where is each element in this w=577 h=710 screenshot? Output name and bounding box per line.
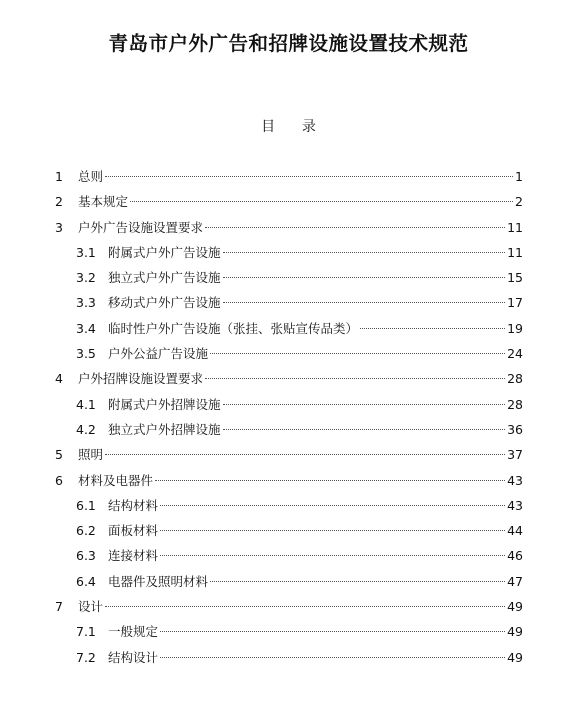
toc-entry-number: 4.2 — [76, 421, 96, 437]
toc-entry[interactable] — [0, 215, 577, 240]
toc-entry-line — [108, 518, 523, 543]
toc-entry-title: 电器件及照明材料 — [108, 573, 209, 589]
toc-entry[interactable] — [0, 392, 577, 417]
toc-entry-line — [108, 645, 523, 670]
toc-entry-line — [78, 468, 523, 493]
toc-entry-line — [78, 164, 523, 189]
toc-entry-number: 7.2 — [76, 649, 96, 665]
toc-entry-line — [108, 392, 523, 417]
toc-dot-leader — [105, 176, 513, 177]
toc-entry-line — [108, 619, 523, 644]
toc-entry-page: 49 — [507, 624, 523, 640]
toc-entry-line — [108, 417, 523, 442]
toc-entry-title: 户外广告设施设置要求 — [78, 219, 204, 235]
toc-entry-title: 独立式户外广告设施 — [108, 270, 221, 286]
toc-entry-line — [78, 189, 523, 214]
toc-entry[interactable] — [0, 417, 577, 442]
toc-entry-number: 4 — [55, 371, 63, 387]
toc-entry-number: 3 — [55, 219, 63, 235]
toc-entry-number: 3.2 — [76, 270, 96, 286]
toc-entry-line — [108, 265, 523, 290]
toc-dot-leader — [223, 404, 506, 405]
toc-entry-number: 6.4 — [76, 573, 96, 589]
document-title: 青岛市户外广告和招牌设施设置技术规范 — [108, 32, 469, 55]
toc-entry-number: 2 — [55, 194, 63, 210]
toc-entry[interactable] — [0, 265, 577, 290]
toc-entry-page: 44 — [507, 523, 523, 539]
toc-entry-number: 5 — [55, 447, 63, 463]
toc-dot-leader — [160, 657, 505, 658]
toc-entry-line — [108, 290, 523, 315]
toc-dot-leader — [205, 227, 505, 228]
toc-entry[interactable] — [0, 543, 577, 568]
toc-dot-leader — [130, 201, 513, 202]
toc-dot-leader — [223, 429, 506, 430]
toc-entry-number: 1 — [55, 169, 63, 184]
toc-dot-leader — [160, 505, 505, 506]
toc-entry-line — [108, 316, 523, 341]
toc-entry-number: 6.1 — [76, 497, 96, 513]
toc-entry-page: 19 — [507, 320, 523, 336]
toc-entry-number: 6.3 — [76, 548, 96, 564]
toc-entry-page: 28 — [507, 396, 523, 412]
toc-entry[interactable] — [0, 240, 577, 265]
toc-entry[interactable] — [0, 366, 577, 391]
toc-dot-leader — [360, 328, 505, 329]
toc-entry-title: 照明 — [78, 447, 104, 463]
toc-entry[interactable] — [0, 594, 577, 619]
toc-entry[interactable] — [0, 442, 577, 467]
toc-dot-leader — [160, 631, 505, 632]
toc-entry-number: 6.2 — [76, 523, 96, 539]
toc-entry-page: 28 — [507, 371, 523, 387]
toc-entry-title: 连接材料 — [108, 548, 159, 564]
toc-heading: 目 录 — [261, 119, 316, 135]
toc-entry-line — [108, 240, 523, 265]
toc-entry[interactable] — [0, 316, 577, 341]
toc-entry-title: 一般规定 — [108, 624, 159, 640]
toc-entry-title: 附属式户外广告设施 — [108, 244, 221, 260]
toc-dot-leader — [160, 530, 505, 531]
toc-entry-page: 47 — [507, 573, 523, 589]
toc-entry-title: 移动式户外广告设施 — [108, 295, 221, 311]
toc-dot-leader — [210, 581, 505, 582]
toc-entry-number: 6 — [55, 472, 63, 488]
toc-entry-page: 49 — [507, 599, 523, 615]
toc-entry-line — [78, 215, 523, 240]
toc-entry-number: 4.1 — [76, 396, 96, 412]
toc-entry[interactable] — [0, 341, 577, 366]
toc-entry-title: 独立式户外招牌设施 — [108, 421, 221, 437]
toc-dot-leader — [223, 277, 506, 278]
toc-dot-leader — [223, 252, 506, 253]
toc-entry-page: 11 — [507, 219, 523, 235]
toc-dot-leader — [210, 353, 505, 354]
toc-dot-leader — [223, 302, 506, 303]
toc-entry-title: 户外招牌设施设置要求 — [78, 371, 204, 387]
toc-entry-number: 3.5 — [76, 346, 96, 362]
toc-entry-line — [78, 594, 523, 619]
toc-entry-number: 3.4 — [76, 320, 96, 336]
toc-entry-page: 49 — [507, 649, 523, 665]
toc-entry-line — [78, 366, 523, 391]
toc-entry-page: 37 — [507, 447, 523, 463]
toc-entry-number: 3.1 — [76, 244, 96, 260]
toc-entry-title: 附属式户外招牌设施 — [108, 396, 221, 412]
toc-dot-leader — [160, 555, 505, 556]
table-of-contents — [0, 164, 577, 670]
toc-entry-line — [108, 493, 523, 518]
toc-entry[interactable] — [0, 569, 577, 594]
toc-entry[interactable] — [0, 518, 577, 543]
toc-entry[interactable] — [0, 468, 577, 493]
toc-entry-number: 3.3 — [76, 295, 96, 311]
toc-entry-line — [108, 341, 523, 366]
toc-entry-page: 15 — [507, 270, 523, 286]
toc-entry-page: 2 — [515, 194, 523, 210]
toc-entry-title: 结构设计 — [108, 649, 159, 665]
toc-dot-leader — [155, 480, 505, 481]
toc-entry[interactable] — [0, 189, 577, 214]
toc-dot-leader — [205, 378, 505, 379]
toc-entry-title: 面板材料 — [108, 523, 159, 539]
toc-entry-title: 总则 — [78, 169, 104, 184]
toc-entry-title: 结构材料 — [108, 497, 159, 513]
toc-entry-title: 材料及电器件 — [78, 472, 154, 488]
toc-entry[interactable] — [0, 290, 577, 315]
toc-entry-page: 24 — [507, 346, 523, 362]
toc-entry-page: 17 — [507, 295, 523, 311]
toc-entry[interactable] — [0, 164, 577, 189]
toc-entry-line — [78, 442, 523, 467]
toc-entry-page: 46 — [507, 548, 523, 564]
toc-entry-page: 1 — [515, 169, 523, 184]
toc-entry-line — [108, 543, 523, 568]
toc-entry-page: 43 — [507, 497, 523, 513]
toc-entry-page: 36 — [507, 421, 523, 437]
toc-entry-page: 11 — [507, 244, 523, 260]
toc-entry-title: 设计 — [78, 599, 104, 615]
toc-entry-line — [108, 569, 523, 594]
toc-entry-number: 7 — [55, 599, 63, 615]
toc-entry-number: 7.1 — [76, 624, 96, 640]
toc-entry-title: 临时性户外广告设施（张挂、张贴宣传品类） — [108, 320, 359, 336]
toc-dot-leader — [105, 454, 505, 455]
toc-entry[interactable] — [0, 619, 577, 644]
toc-dot-leader — [105, 606, 505, 607]
toc-entry-title: 户外公益广告设施 — [108, 346, 209, 362]
toc-entry[interactable] — [0, 645, 577, 670]
toc-entry-title: 基本规定 — [78, 194, 129, 210]
toc-entry-page: 43 — [507, 472, 523, 488]
toc-entry[interactable] — [0, 493, 577, 518]
